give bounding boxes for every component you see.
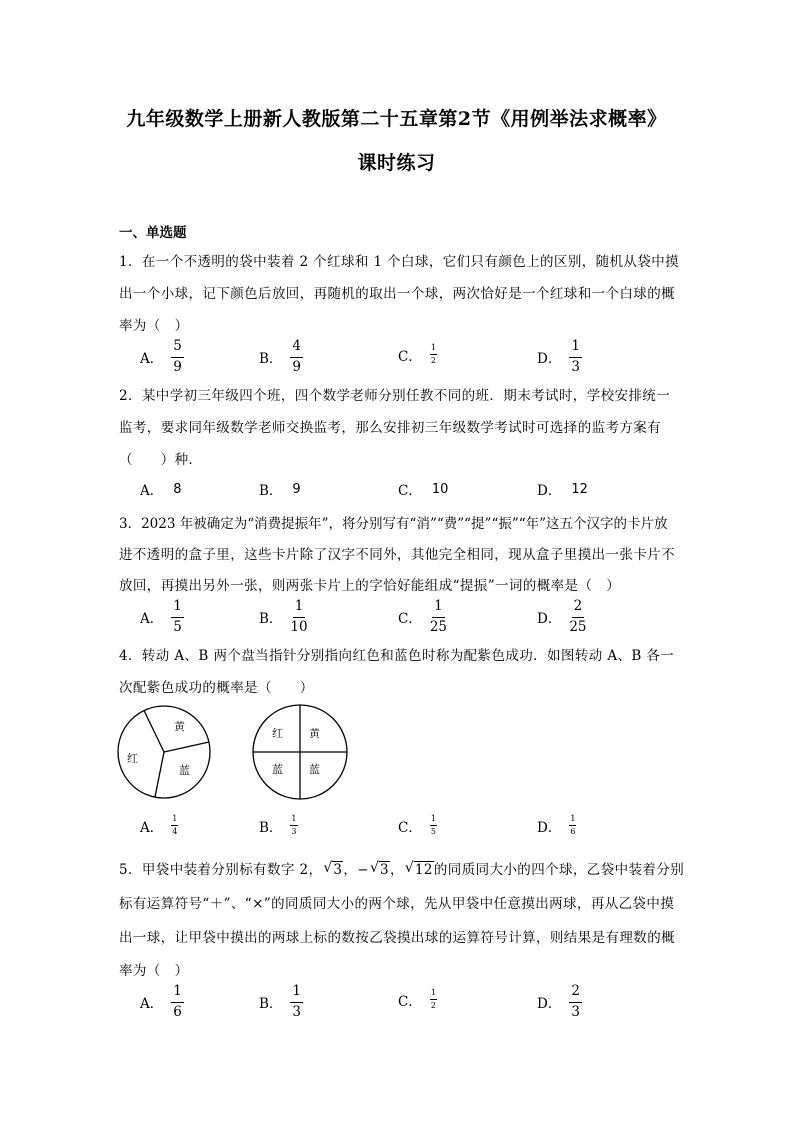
option-label: D． (537, 611, 562, 627)
fraction (290, 600, 307, 634)
q1-option-d (537, 340, 582, 374)
separator: ， (390, 862, 404, 878)
q5-option-c (398, 989, 437, 1010)
option-label: D． (537, 351, 562, 367)
radicand: 12 (414, 862, 433, 878)
spinner-a-divider (164, 742, 209, 752)
spinner-a-divider (155, 752, 164, 797)
option-label: B． (259, 351, 283, 367)
fraction (569, 815, 576, 836)
fraction (290, 815, 297, 836)
option-label: A． (140, 996, 164, 1012)
fraction (430, 989, 437, 1010)
denominator: 9 (173, 358, 182, 375)
separator: ， (343, 862, 358, 878)
denominator: 4 (172, 827, 178, 836)
question-2-line-3: （ ）种． (119, 452, 203, 468)
section-heading: 一、单选题 (119, 225, 187, 241)
option-value: 8 (173, 481, 182, 497)
q1-option-b (259, 340, 303, 374)
denominator: 25 (569, 618, 587, 635)
numerator: 1 (430, 344, 437, 355)
question-3-line-2: 进不透明的盒子里，这些卡片除了汉字不同外，其他完全相同，现从盒子里摸出一张卡片不 (119, 547, 675, 563)
q2-option-c (398, 479, 448, 499)
numerator: 2 (572, 600, 585, 618)
document-title: 九年级数学上册新人教版第二十五章第2节《用例举法求概率》 (126, 108, 667, 130)
question-5-line-3: 出一球，让甲袋中摸出的两球上标的数按乙袋摸出球的运算符号计算，则结果是有理数的概 (119, 930, 675, 946)
denominator: 3 (571, 358, 580, 375)
numerator: 1 (432, 600, 445, 618)
question-5-line-2: 标有运算符号“＋”、“×”的同质同大小的两个球，先从甲袋中任意摸出两球，再从乙袋中摸 (119, 896, 675, 912)
radicand: 3 (380, 862, 389, 878)
sqrt-expression (371, 862, 390, 878)
denominator: 3 (291, 827, 297, 836)
q5-text-prefix: 5．甲袋中装着分别标有数字 2， (119, 862, 323, 878)
denominator: 6 (173, 1003, 182, 1020)
question-2-line-1: 2．某中学初三年级四个班，四个数学老师分别任教不同的班．期末考试时，学校安排统一 (119, 388, 671, 404)
option-label: B． (259, 611, 283, 627)
fraction (171, 600, 184, 634)
sqrt-expression (406, 862, 434, 878)
option-label: A． (140, 819, 164, 836)
fraction (290, 985, 303, 1019)
question-5-line-4: 率为（ ） (119, 963, 189, 979)
option-value: 9 (292, 481, 301, 497)
spinner-b-label-red: 红 (272, 727, 283, 740)
numerator: 1 (290, 985, 303, 1003)
denominator: 3 (292, 1003, 302, 1020)
spinner-a-divider (144, 711, 164, 753)
option-label: A． (140, 351, 164, 367)
q4-option-c (398, 815, 437, 836)
fraction (430, 344, 437, 365)
numerator: 1 (171, 985, 184, 1003)
question-4-line-2: 次配紫色成功的概率是（ ） (119, 680, 314, 696)
q4-option-a (140, 815, 178, 836)
numerator: 1 (569, 340, 582, 358)
spinner-b-label-blue: 蓝 (309, 763, 320, 776)
spinner-a-label-blue: 蓝 (179, 764, 190, 777)
numerator: 1 (293, 600, 306, 618)
minus-sign: − (357, 862, 369, 878)
numerator: 4 (290, 340, 303, 358)
option-label: B． (259, 483, 283, 499)
denominator: 10 (290, 618, 308, 635)
q3-option-a (140, 600, 184, 634)
fraction (430, 815, 437, 836)
sqrt-expression (324, 862, 343, 878)
question-4-line-1: 4．转动 A、B 两个盘当指针分别指向红色和蓝色时称为配紫色成功．如图转动 A、B 各一 (119, 648, 675, 664)
denominator: 5 (430, 827, 436, 836)
fraction (569, 340, 582, 374)
fraction (171, 340, 184, 374)
option-label: C． (398, 819, 422, 836)
fraction (171, 985, 184, 1019)
q2-option-d (537, 479, 588, 499)
numerator: 1 (569, 815, 576, 826)
option-label: B． (259, 819, 283, 836)
denominator: 3 (571, 1003, 580, 1020)
spinner-a-diagram (117, 700, 213, 804)
numerator: 1 (171, 815, 178, 826)
q3-option-d (537, 600, 587, 634)
spinner-b-diagram (250, 700, 350, 804)
numerator: 2 (569, 985, 582, 1003)
option-label: A． (140, 611, 164, 627)
spinner-a-label-red: 红 (127, 752, 138, 765)
denominator: 5 (173, 618, 182, 635)
numerator: 1 (171, 600, 184, 618)
fraction (171, 815, 178, 836)
q4-option-d (537, 815, 576, 836)
q5-option-d (537, 985, 582, 1019)
q5-option-b (259, 985, 303, 1019)
option-label: B． (259, 996, 283, 1012)
option-label: C． (398, 483, 422, 499)
fraction (569, 600, 586, 634)
q3-option-c (398, 600, 447, 634)
question-2-line-2: 监考，要求同年级数学老师交换监考，那么安排初三年级数学考试时可选择的监考方案有 (119, 420, 662, 436)
spinner-b-label-yellow: 黄 (309, 727, 320, 740)
radicand: 3 (333, 862, 343, 878)
numerator: 1 (430, 989, 437, 1000)
numerator: 5 (171, 340, 184, 358)
question-1-line-1: 1．在一个不透明的袋中装着 2 个红球和 1 个白球，它们只有颜色上的区别，随机从袋中摸 (119, 254, 680, 270)
option-value: 10 (431, 481, 449, 497)
question-3-line-1: 3．2023 年被确定为“消费提振年”，将分别写有“消”“费”“提”“振”“年”这五个汉字的卡片放 (119, 516, 668, 532)
q3-option-b (259, 600, 308, 634)
numerator: 1 (290, 815, 297, 826)
numerator: 1 (430, 815, 437, 826)
q2-option-a (140, 479, 182, 499)
option-value: 12 (571, 481, 588, 497)
denominator: 6 (570, 827, 576, 836)
q2-option-b (259, 479, 301, 499)
option-label: C． (398, 348, 422, 365)
option-label: D． (537, 996, 562, 1012)
spinner-a-label-yellow: 黄 (174, 720, 185, 733)
fraction (569, 985, 582, 1019)
question-3-line-3: 放回，再摸出另外一张，则两张卡片上的字恰好能组成“提振”一词的概率是（ ） (119, 578, 621, 594)
document-subtitle: 课时练习 (357, 152, 436, 174)
q5-option-a (140, 985, 184, 1019)
denominator: 25 (429, 618, 448, 635)
q1-option-c (398, 344, 437, 365)
option-label: A． (140, 483, 164, 499)
option-label: D． (537, 483, 562, 499)
question-5-line-1 (119, 858, 684, 878)
denominator: 9 (292, 358, 302, 375)
denominator: 2 (430, 1001, 436, 1010)
option-label: C． (398, 611, 422, 627)
q4-option-b (259, 815, 298, 836)
option-label: D． (537, 819, 562, 836)
spinner-b-label-blue: 蓝 (272, 763, 283, 776)
fraction (430, 600, 447, 634)
fraction (290, 340, 303, 374)
q5-text-suffix: 的同质同大小的四个球，乙袋中装着分别 (433, 862, 685, 878)
question-1-line-3: 率为（ ） (119, 318, 189, 334)
question-1-line-2: 出一个小球，记下颜色后放回，再随机的取出一个球，两次恰好是一个红球和一个白球的概 (119, 286, 675, 302)
option-label: C． (398, 993, 422, 1010)
q1-option-a (140, 340, 184, 374)
denominator: 2 (430, 356, 436, 365)
